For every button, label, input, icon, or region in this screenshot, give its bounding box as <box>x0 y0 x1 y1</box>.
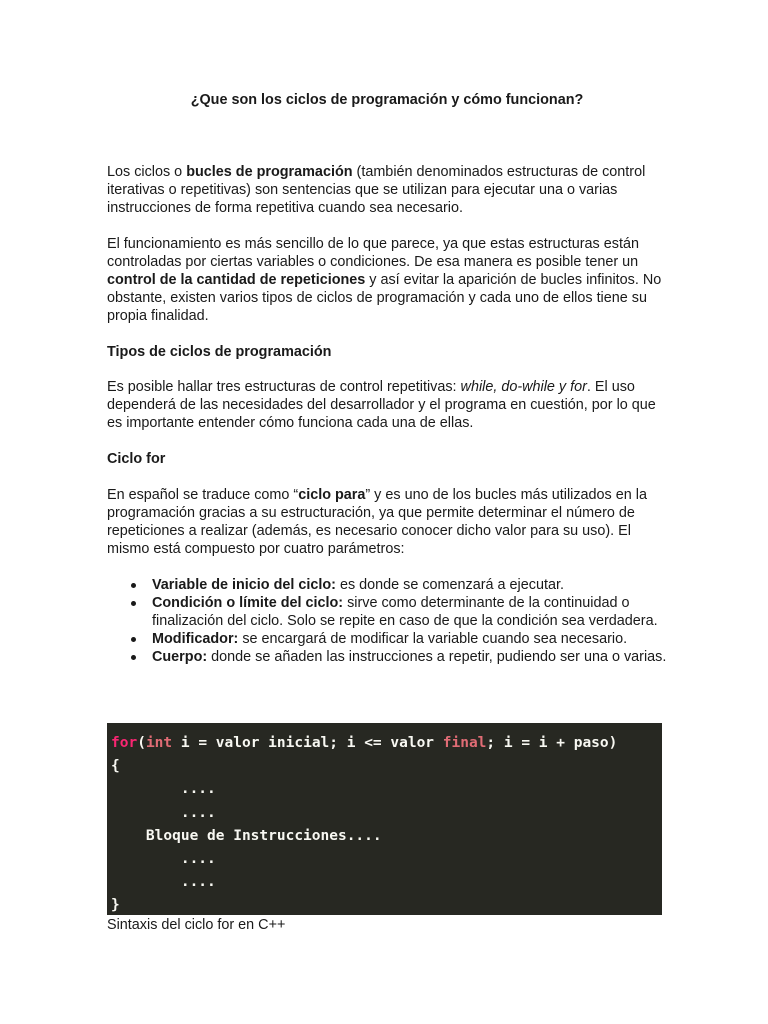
for-intro-pre: En español se traduce como “ <box>107 487 299 503</box>
bullet-icon <box>131 637 136 642</box>
code-line-1-end: ; i = i + paso) <box>486 735 618 751</box>
code-line-6: .... <box>111 850 216 867</box>
code-line-5: Bloque de Instrucciones.... <box>111 827 382 844</box>
bullet-term: Variable de inicio del ciclo: <box>152 577 336 593</box>
for-intro-bold: ciclo para <box>298 487 366 503</box>
bullet-term: Cuerpo: <box>152 649 208 665</box>
code-type-int: int <box>145 735 173 751</box>
bullet-desc: es donde se comenzará a ejecutar. <box>335 577 564 593</box>
types-paragraph <box>107 378 665 432</box>
code-line-7: .... <box>111 874 216 891</box>
for-heading: Ciclo for <box>107 451 166 467</box>
types-pre: Es posible hallar tres estructuras de control repetitivas: <box>107 379 461 395</box>
for-intro-paragraph <box>107 486 665 558</box>
bullet-icon <box>131 583 136 588</box>
bullet-desc: se encargará de modificar la variable cuando sea necesario. <box>238 631 628 647</box>
intro-pre: Los ciclos o <box>107 164 187 180</box>
code-line-8: } <box>111 897 120 914</box>
bullet-icon <box>131 601 136 606</box>
code-line-1 <box>111 732 662 755</box>
intro-paragraph <box>107 163 665 217</box>
intro-bold: bucles de programación <box>186 164 353 180</box>
code-line-2: { <box>111 758 120 775</box>
for-intro-post: ” y es uno de los bucles más utilizados en la programación gracias a su estructuración, ya que permite determinar el número de repeticiones a realizar (además, es necesario conocer dicho valor para su uso). El mismo está compuesto por cuatro parámetros: <box>107 487 647 557</box>
code-keyword-for: for <box>111 735 138 751</box>
functioning-post: y así evitar la aparición de bucles infinitos. No obstante, existen varios tipos de ciclos de programación y cada uno de ellos tiene su propia finalidad. <box>107 272 662 324</box>
bullet-desc: sirve como determinante de la continuidad o finalización del ciclo. Solo se repite en caso de que la condición sea verdadera. <box>152 595 658 629</box>
list-item <box>107 576 667 594</box>
list-item <box>107 594 667 630</box>
code-paren: ( <box>137 735 146 751</box>
page-title: ¿Que son los ciclos de programación y cómo funcionan? <box>190 92 584 108</box>
types-post: . El uso dependerá de las necesidades del desarrollador y el programa en cuestión, por lo que es importante entender cómo funciona cada una de ellas. <box>107 379 656 431</box>
bullet-term: Modificador: <box>152 631 239 647</box>
functioning-paragraph <box>107 235 665 325</box>
code-keyword-final: final <box>442 735 487 751</box>
code-line-1-mid: i = valor inicial; i <= valor <box>172 735 443 751</box>
code-line-3: .... <box>111 781 216 798</box>
types-italic: while, do-while y for <box>460 379 587 395</box>
bullet-term: Condición o límite del ciclo: <box>152 595 344 611</box>
code-block <box>107 723 662 915</box>
code-caption: Sintaxis del ciclo for en C++ <box>107 917 286 933</box>
types-heading: Tipos de ciclos de programación <box>107 344 332 360</box>
list-item <box>107 630 667 648</box>
functioning-bold: control de la cantidad de repeticiones <box>107 272 366 288</box>
parameter-list <box>107 576 667 666</box>
code-line-4: .... <box>111 804 216 821</box>
functioning-pre: El funcionamiento es más sencillo de lo que parece, ya que estas estructuras están controladas por ciertas variables o condiciones. De esa manera es posible tener un <box>107 236 639 270</box>
intro-post: (también denominados estructuras de control iterativas o repetitivas) son sentencias que se utilizan para ejecutar una o varias instrucciones de forma repetitiva cuando sea necesario. <box>107 164 646 216</box>
bullet-desc: donde se añaden las instrucciones a repetir, pudiendo ser una o varias. <box>207 649 667 665</box>
list-item <box>107 648 667 666</box>
bullet-icon <box>131 655 136 660</box>
